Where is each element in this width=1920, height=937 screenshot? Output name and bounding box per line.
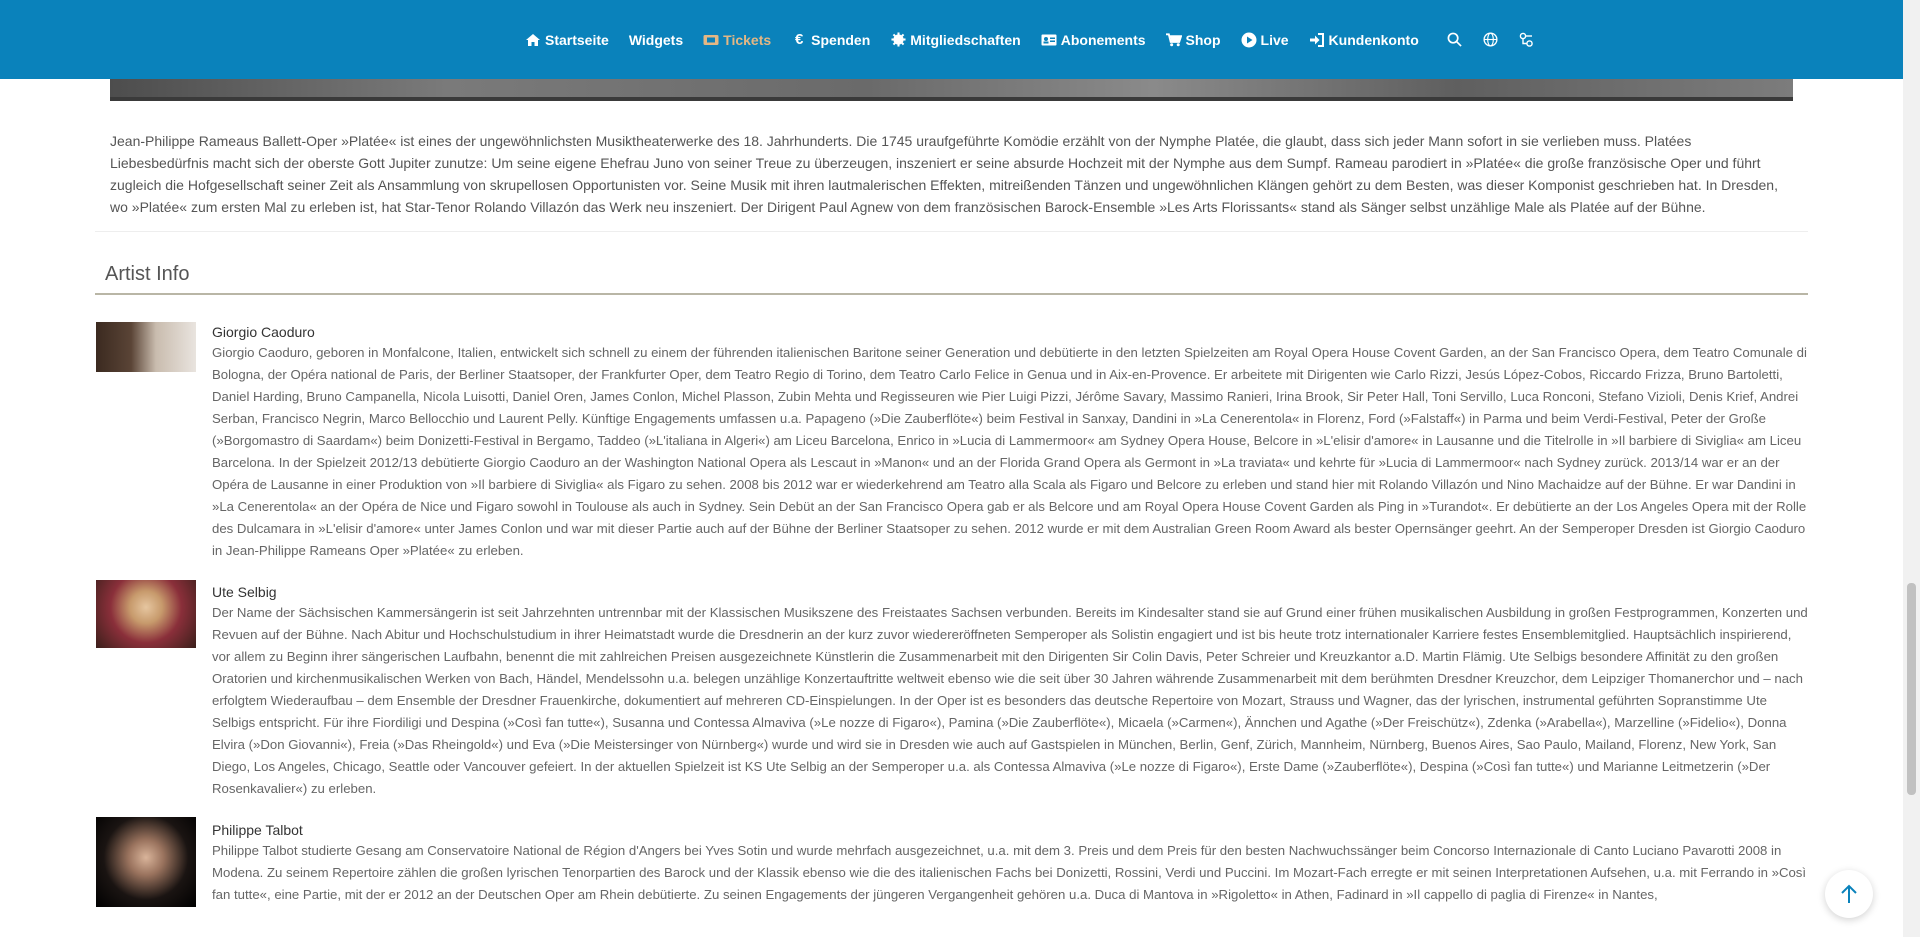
euro-icon: € — [794, 31, 804, 48]
arrow-up-icon — [1840, 884, 1858, 904]
artist-name: Ute Selbig — [212, 584, 277, 600]
artist-name: Philippe Talbot — [212, 822, 303, 838]
nav-item-label: Shop — [1185, 31, 1221, 48]
accessibility-icon[interactable] — [1515, 29, 1537, 51]
main-content — [95, 100, 1808, 906]
nav-item-abonements[interactable] — [1041, 32, 1146, 48]
artist-bio: Giorgio Caoduro, geboren in Monfalcone, Italien, entwickelt sich schnell zu einem der führenden italienischen Baritone seiner Generation und debütierte in den letzten Spielzeiten am Royal Opera House Covent Garden, an der San Francisco Opera, dem Teatro Comunale di Bologna, der Opéra national de Paris, der Berliner Staatsoper, der Frankfurter Oper, dem Teatro Regio di Torino, dem Teatro Carlo Felice in Genua und in Aix-en-Provence. Er arbeitete mit Dirigenten wie Carlo Rizzi, Jesús López-Cobos, Riccardo Frizza, Bruno Bartoletti, Daniel Harding, Bruno Campanella, Nicola Luisotti, Daniel Oren, James Conlon, Michel Plasson, Zubin Mehta und Regisseuren wie Pier Luigi Pizzi, Jérôme Savary, Massimo Ranieri, Irina Brook, Sir Peter Hall, Toni Servillo, Luca Ronconi, Stefano Vizioli, Denis Krief, Andrei Serban, Francisco Negrin, Marco Bellocchio und Laurent Pelly. Künftige Engagements umfassen u.a. Papageno (»Die Zauberflöte«) beim Festival in Sanxay, Dandini in »La Cenerentola« in Florenz, Ford (»Falstaff«) in Parma und beim Verdi-Festival, Peter der Große (»Borgomastro di Saardam«) beim Donizetti-Festival in Bergamo, Taddeo (»L'italiana in Algeri«) am Liceu Barcelona, Enrico in »Lucia di Lammermoor« am Sydney Opera House, Belcore in »L'elisir d'amore« in Lausanne und die Titelrolle in »Il barbiere di Siviglia« am Liceu Barcelona. In der Spielzeit 2012/13 debütierte Giorgio Caoduro an der Washington National Opera als Lescaut in »Manon« und an der Florida Grand Opera als Germont in »La traviata« und kehrte für »Lucia di Lammermoor« nach Sydney zurück. 2013/14 war er an der Opéra de Lausanne in einer Produktion von »Il barbiere di Siviglia« als Figaro zu sehen. 2008 bis 2012 war er wiederkehrend am Teatro alla Scala als Figaro und Belcore zu erleben und stand hier mit Rolando Villazón und Nino Machaidze auf der Bühne. Er war Dandini in »La Cenerentola« an der Opéra de Nice und Figaro sowohl in Toulouse als auch in Sydney. Sein Debüt an der San Francisco Opera gab er als Belcore und am Royal Opera House Covent Garden als Ping in »Turandot«. Er debütierte an der Los Angeles Opera mit der Rolle des Dulcamara in »L'elisir d'amore« unter James Conlon und war mit dieser Partie auch auf der Bühne der Berliner Staatsoper zu sehen. 2012 wurde er mit dem Australian Green Room Award als bester Opernsänger geehrt. An der Semperoper Dresden ist Giorgio Caoduro in Jean-Philippe Rameans Oper »Platée« zu erleben. — [212, 345, 1807, 558]
id-card-icon — [1041, 32, 1057, 48]
artist-name: Giorgio Caoduro — [212, 324, 315, 340]
top-navigation-bar — [0, 0, 1903, 79]
production-description: Jean-Philippe Rameaus Ballett-Oper »Platée« ist eines der ungewöhnlichsten Musiktheaterwerke des 18. Jahrhunderts. Die 1745 uraufgeführte Komödie erzählt von der Nymphe Platée, die glaubt, dass sich jeder Mann sofort in sie verlieben muss. Platées Liebesbedürfnis macht sich der oberste Gott Jupiter zunutze: Um seine eigene Ehefrau Juno von seiner Treue zu überzeugen, inszeniert er seine absurde Hochzeit mit der Nymphe aus dem Sumpf. Rameau parodiert in »Platée« die große französische Oper und führt zugleich die Hofgesellschaft seiner Zeit als Ansammlung von skrupellosen Opportunisten vor. Seine Musik mit ihren lautmalerischen Effekten, mitreißenden Tänzen und ungewöhnlichen Klängen gehört zu dem Besten, was dieser Komponist geschrieben hat. In Dresden, wo »Platée« zum ersten Mal zu erleben ist, hat Star-Tenor Rolando Villazón das Werk neu inszeniert. Der Dirigent Paul Agnew von dem französischen Barock-Ensemble »Les Arts Florissants« stand als Sänger selbst unzählige Male als Platée auf der Bühne. — [95, 100, 1808, 232]
scrollbar-thumb[interactable] — [1907, 583, 1916, 795]
nav-item-label: Tickets — [723, 31, 772, 48]
nav-item-label: Abonements — [1060, 31, 1146, 48]
play-icon — [1241, 32, 1257, 48]
nav-item-spenden[interactable] — [791, 32, 870, 48]
section-title-artist-info: Artist Info — [95, 263, 1808, 295]
artist-photo — [96, 580, 196, 648]
nav-item-shop[interactable] — [1166, 32, 1221, 48]
artist-photo — [96, 322, 196, 372]
artist-photo — [96, 817, 196, 907]
scroll-to-top-button[interactable] — [1825, 870, 1873, 918]
nav-item-live[interactable] — [1241, 32, 1289, 48]
nav-item-mitgliedschaften[interactable] — [890, 32, 1020, 48]
nav-item-tickets[interactable] — [703, 32, 771, 48]
globe-icon[interactable] — [1479, 29, 1501, 51]
search-icon[interactable] — [1443, 29, 1465, 51]
nav-item-label: Kundenkonto — [1328, 31, 1419, 48]
artist-entry — [95, 322, 1808, 562]
main-nav — [525, 0, 1439, 79]
artist-entry — [95, 820, 1808, 906]
nav-item-label: Spenden — [811, 31, 871, 48]
login-icon — [1309, 32, 1325, 48]
nav-item-label: Startseite — [545, 31, 609, 48]
nav-tools — [1443, 0, 1551, 79]
badge-icon — [890, 32, 906, 48]
nav-item-label: Live — [1260, 31, 1289, 48]
cart-icon — [1166, 32, 1182, 48]
home-icon — [525, 32, 541, 48]
nav-item-kundenkonto[interactable] — [1309, 32, 1419, 48]
nav-item-label: Widgets — [628, 31, 684, 48]
nav-item-label: Mitgliedschaften — [910, 31, 1021, 48]
artist-bio: Der Name der Sächsischen Kammersängerin ist seit Jahrzehnten untrennbar mit der Klassischen Musikszene des Freistaates Sachsen verbunden. Bereits im Kindesalter stand sie auf Grund einer frühen musikalischen Ausbildung in großen Festprogrammen, Konzerten und Revuen auf der Bühne. Nach Abitur und Hochschulstudium in ihrer Heimatstadt wurde die Dresdnerin an der kurz zuvor wiedereröffneten Semperoper als Solistin engagiert und ist bis heute trotz internationaler Karriere festes Ensemblemitglied. Hauptsächlich inspirierend, vor allem zu Beginn ihrer sängerischen Laufbahn, benennt die mit zahlreichen Preisen ausgezeichnete Künstlerin die Zusammenarbeit mit den Dirigenten Sir Colin Davis, Peter Schreier und Kreuzkantor a.D. Martin Flämig. Ute Selbigs besondere Affinität zu den großen Oratorien und kirchenmusikalischen Werken von Bach, Händel, Mendelssohn u.a. belegen unzählige Konzertauftritte weltweit ebenso wie die seit über 30 Jahren währende Zusammenarbeit mit dem berühmten Dresdner Kreuzchor, dem Leipziger Thomanerchor und – nach erfolgtem Wiederaufbau – dem Ensemble der Dresdner Frauenkirche, dokumentiert auf mehreren CD-Einspielungen. In der Oper ist es besonders das deutsche Repertoire von Mozart, Strauss und Wagner, das der lyrischen, instrumental geführten Sopranstimme Ute Selbigs entspricht. Für ihre Fiordiligi und Despina (»Così fan tutte«), Susanna und Contessa Almaviva (»Le nozze di Figaro«), Pamina (»Die Zauberflöte«), Micaela (»Carmen«), Ännchen und Agathe (»Der Freischütz«), Zdenka (»Arabella«), Marzelline (»Fidelio«), Donna Elvira (»Don Giovanni«), Freia (»Das Rheingold«) und Eva (»Die Meistersinger von Nürnberg«) wurde und wird sie in Dresden wie auch auf Gastspielen in München, Berlin, Genf, Zürich, Mannheim, Nürnberg, Buenos Aires, Sao Paulo, Mailand, Florenz, New York, San Diego, Los Angeles, Chicago, Seattle oder Vancouver gefeiert. In der aktuellen Spielzeit ist KS Ute Selbig an der Semperoper u.a. als Contessa Almaviva (»Le nozze di Figaro«), Erste Dame (»Zauberflöte«), Despina (»Così fan tutte«) und Marianne Leitmetzerin (»Der Rosenkavalier«) zu erleben. — [212, 605, 1808, 796]
ticket-icon — [703, 32, 719, 48]
nav-item-widgets[interactable] — [629, 32, 683, 48]
nav-item-startseite[interactable] — [525, 32, 609, 48]
artist-entry — [95, 582, 1808, 800]
page-scrollbar[interactable] — [1903, 0, 1920, 937]
hero-image — [110, 79, 1793, 101]
artist-bio: Philippe Talbot studierte Gesang am Conservatoire National de Région d'Angers bei Yves Sotin und wurde mehrfach ausgezeichnet, u.a. mit dem 3. Preis und dem Preis für den besten Nachwuchssänger beim Concorso Internazionale di Canto Luciano Pavarotti 2008 in Modena. Zu seinem Repertoire zählen die großen lyrischen Tenorpartien des Barock und der Klassik ebenso wie die des italienischen Fachs bei Donizetti, Rossini, Verdi und Puccini. Im Mozart-Fach erregte er mit seinen Interpretationen Aufsehen, u.a. mit Ferrando in »Così fan tutte«, eine Partie, mit der er 2012 an der Deutschen Oper am Rhein debütierte. Zu seinen Engagements der jüngeren Vergangenheit gehören u.a. Duca di Mantova in »Rigoletto« in Athen, Fadinard in »Il cappello di paglia di Firenze« in Nantes, — [212, 843, 1807, 902]
